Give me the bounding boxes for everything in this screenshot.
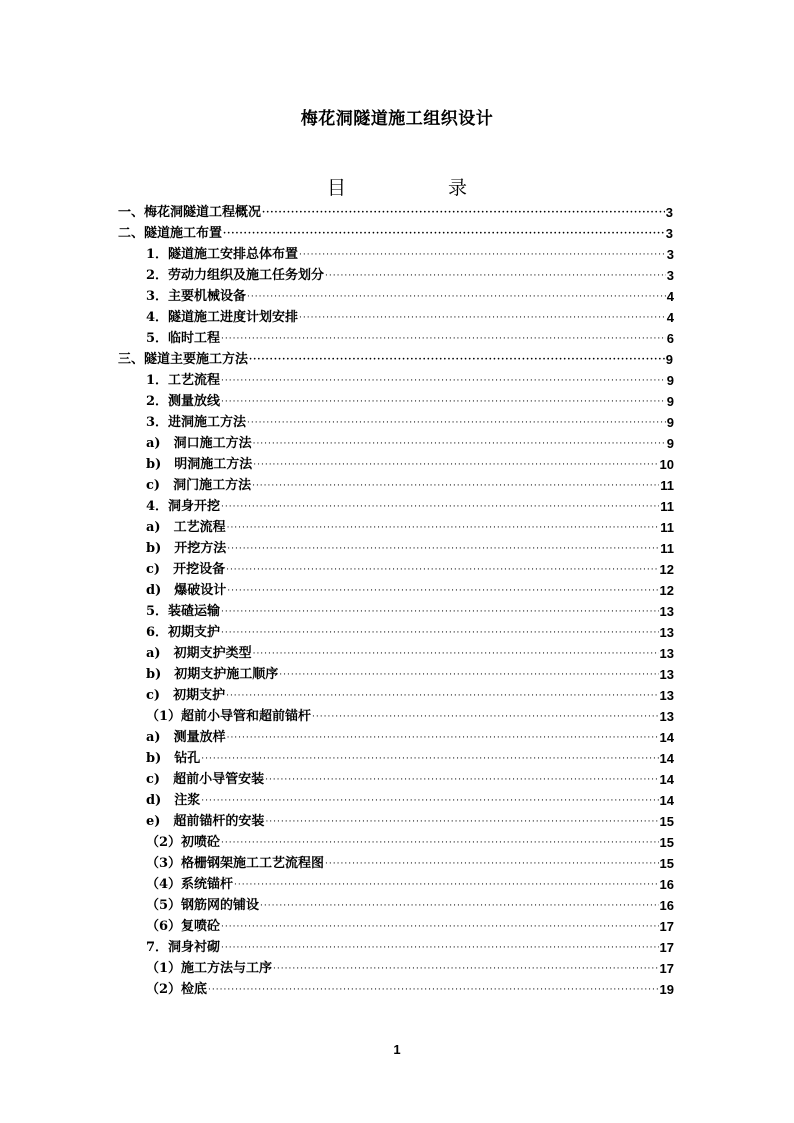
toc-entry-page: 13 <box>659 709 674 724</box>
toc-entry-page: 11 <box>660 478 674 493</box>
toc-leader <box>221 333 666 346</box>
toc-entry-label: （3）格栅钢架施工工艺流程图 <box>146 856 325 871</box>
toc-leader <box>234 879 658 892</box>
toc-leader <box>247 417 666 430</box>
toc-entry <box>146 788 674 809</box>
toc-entry-label: 4．隧道施工进度计划安排 <box>146 310 299 325</box>
toc-entry-page: 3 <box>665 205 673 220</box>
toc-entry-page: 11 <box>660 499 674 514</box>
toc-entry-label: 三、隧道主要施工方法 <box>118 352 249 367</box>
toc-entry <box>146 830 674 851</box>
toc-entry <box>146 746 674 767</box>
toc-entry-page: 4 <box>666 289 674 304</box>
toc-entry <box>146 284 674 305</box>
toc-leader <box>201 795 658 808</box>
toc-entry-label: 2．测量放线 <box>146 394 221 409</box>
toc-entry-label: 6．初期支护 <box>146 625 221 640</box>
toc-entry-label: c) 开挖设备 <box>146 562 226 577</box>
toc-entry <box>146 956 674 977</box>
toc-leader <box>260 900 658 913</box>
toc-entry <box>146 851 674 872</box>
toc-entry <box>146 431 674 452</box>
toc-entry-page: 13 <box>659 625 674 640</box>
toc-entry <box>146 662 674 683</box>
toc-entry-label: 2．劳动力组织及施工任务划分 <box>146 268 325 283</box>
toc-entry-label: c) 初期支护 <box>146 688 226 703</box>
toc-entry <box>146 242 674 263</box>
toc-entry-page: 17 <box>659 961 674 976</box>
toc-entry <box>146 599 674 620</box>
toc-entry-page: 19 <box>659 982 674 997</box>
toc-entry-page: 3 <box>666 247 674 262</box>
toc-entry-page: 13 <box>659 667 674 682</box>
toc-entry-page: 13 <box>659 646 674 661</box>
toc-entry-label: 4．洞身开挖 <box>146 499 221 514</box>
toc-entry-page: 12 <box>659 583 674 598</box>
toc-entry <box>146 914 674 935</box>
toc-entry-page: 10 <box>659 457 674 472</box>
toc-entry <box>146 326 674 347</box>
toc-entry-page: 6 <box>666 331 674 346</box>
toc-leader <box>299 249 666 262</box>
toc-entry-label: a) 初期支护类型 <box>146 646 252 661</box>
toc-entry <box>146 515 674 536</box>
toc-entry-page: 3 <box>665 226 673 241</box>
toc-entry-label: 1．隧道施工安排总体布置 <box>146 247 299 262</box>
toc-leader <box>253 459 658 472</box>
toc-entry-label: d) 爆破设计 <box>146 583 227 598</box>
toc-entry <box>118 221 673 242</box>
toc-leader <box>226 564 658 577</box>
toc-leader <box>208 984 658 997</box>
toc-leader <box>325 858 658 871</box>
toc-entry <box>146 704 674 725</box>
toc-entry-label: （6）复喷砼 <box>146 919 221 934</box>
toc-entry-label: a) 洞口施工方法 <box>146 436 252 451</box>
toc-entry-page: 11 <box>660 520 674 535</box>
toc-entry-label: b) 钻孔 <box>146 751 201 766</box>
toc-entry-label: 一、梅花洞隧道工程概况 <box>118 205 262 220</box>
toc-entry <box>146 557 674 578</box>
toc-entry <box>146 263 674 284</box>
toc-leader <box>221 942 658 955</box>
toc-entry <box>146 473 674 494</box>
toc-entry-page: 14 <box>659 793 674 808</box>
toc-entry-page: 17 <box>659 919 674 934</box>
toc-leader <box>299 312 666 325</box>
toc-entry-page: 14 <box>659 751 674 766</box>
toc-entry <box>146 935 674 956</box>
toc-entry-label: 3．进洞施工方法 <box>146 415 247 430</box>
toc-leader <box>227 585 658 598</box>
toc-entry <box>146 305 674 326</box>
toc-entry-page: 13 <box>659 688 674 703</box>
toc-entry-label: b) 初期支护施工顺序 <box>146 667 279 682</box>
toc-entry <box>146 578 674 599</box>
toc-leader <box>221 606 658 619</box>
toc-entry-label: 3．主要机械设备 <box>146 289 247 304</box>
toc-entry <box>146 725 674 746</box>
toc-leader <box>221 627 658 640</box>
toc-entry-page: 15 <box>659 835 674 850</box>
toc-entry-label: d) 注浆 <box>146 793 201 808</box>
page-number: 1 <box>393 1042 401 1057</box>
toc-entry <box>118 200 673 221</box>
toc-entry-label: （5）钢筋网的铺设 <box>146 898 260 913</box>
toc-entry <box>146 389 674 410</box>
toc-leader <box>221 921 658 934</box>
toc-entry <box>146 494 674 515</box>
toc-leader <box>201 753 658 766</box>
toc-entry-page: 14 <box>659 730 674 745</box>
toc-leader <box>253 648 659 661</box>
toc-entry-label: 5．临时工程 <box>146 331 221 346</box>
toc-entry <box>146 893 674 914</box>
toc-entry <box>146 368 674 389</box>
toc-entry-label: e) 超前锚杆的安装 <box>146 814 265 829</box>
toc-leader <box>223 228 665 241</box>
toc-entry-page: 14 <box>659 772 674 787</box>
toc-entry-label: 1．工艺流程 <box>146 373 221 388</box>
toc-leader <box>221 501 659 514</box>
toc-entry <box>146 641 674 662</box>
toc-entry-label: c) 超前小导管安装 <box>146 772 265 787</box>
toc-entry-page: 9 <box>666 373 674 388</box>
toc-leader <box>221 837 658 850</box>
toc-entry-page: 15 <box>659 856 674 871</box>
toc-entry-page: 11 <box>660 541 674 556</box>
toc-entry-page: 16 <box>659 877 674 892</box>
toc-entry-page: 9 <box>666 394 674 409</box>
toc-entry <box>146 452 674 473</box>
toc-entry-page: 9 <box>665 352 673 367</box>
toc-entry <box>118 347 673 368</box>
toc-entry-label: （2）检底 <box>146 982 208 997</box>
toc-entry-page: 16 <box>659 898 674 913</box>
toc-leader <box>273 963 658 976</box>
document-title: 梅花洞隧道施工组织设计 <box>300 109 494 129</box>
toc-entry-label: （1）超前小导管和超前锚杆 <box>146 709 312 724</box>
toc-entry <box>146 620 674 641</box>
toc-entry-label: b) 明洞施工方法 <box>146 457 253 472</box>
toc-leader <box>265 774 658 787</box>
toc-leader <box>221 396 666 409</box>
toc-entry-page: 9 <box>666 415 674 430</box>
toc-leader <box>262 207 665 220</box>
toc-leader <box>279 669 658 682</box>
toc-entry <box>146 536 674 557</box>
toc-entry-page: 12 <box>659 562 674 577</box>
toc-leader <box>253 438 666 451</box>
toc-leader <box>252 480 659 493</box>
toc-leader <box>249 354 665 367</box>
toc-leader <box>221 375 666 388</box>
toc-leader <box>227 522 660 535</box>
toc-entry-label: a) 测量放样 <box>146 730 226 745</box>
toc-entry-page: 15 <box>659 814 674 829</box>
toc-entry-page: 3 <box>666 268 674 283</box>
toc-entry-label: 5．装碴运输 <box>146 604 221 619</box>
toc-entry-label: c) 洞门施工方法 <box>146 478 252 493</box>
toc-entry-page: 9 <box>666 436 674 451</box>
toc-leader <box>226 690 658 703</box>
toc-entry <box>146 872 674 893</box>
toc-entry-label: （4）系统锚杆 <box>146 877 234 892</box>
toc-entry-page: 13 <box>659 604 674 619</box>
toc-leader <box>325 270 666 283</box>
toc-heading: 目 录 <box>326 177 516 199</box>
toc-entry-page: 4 <box>666 310 674 325</box>
toc-entry-label: （1）施工方法与工序 <box>146 961 273 976</box>
toc-leader <box>227 543 659 556</box>
toc-entry-page: 17 <box>659 940 674 955</box>
toc-entry <box>146 410 674 431</box>
toc-leader <box>312 711 658 724</box>
toc-entry-label: a) 工艺流程 <box>146 520 226 535</box>
toc-entry-label: b) 开挖方法 <box>146 541 227 556</box>
toc-leader <box>227 732 659 745</box>
toc-entry <box>146 809 674 830</box>
toc-entry-label: 二、隧道施工布置 <box>118 226 223 241</box>
toc-entry <box>146 977 674 998</box>
toc-entry <box>146 683 674 704</box>
toc-entry-label: （2）初喷砼 <box>146 835 221 850</box>
toc-leader <box>247 291 666 304</box>
toc-entry-label: 7．洞身衬砌 <box>146 940 221 955</box>
toc-leader <box>265 816 658 829</box>
toc-entry <box>146 767 674 788</box>
